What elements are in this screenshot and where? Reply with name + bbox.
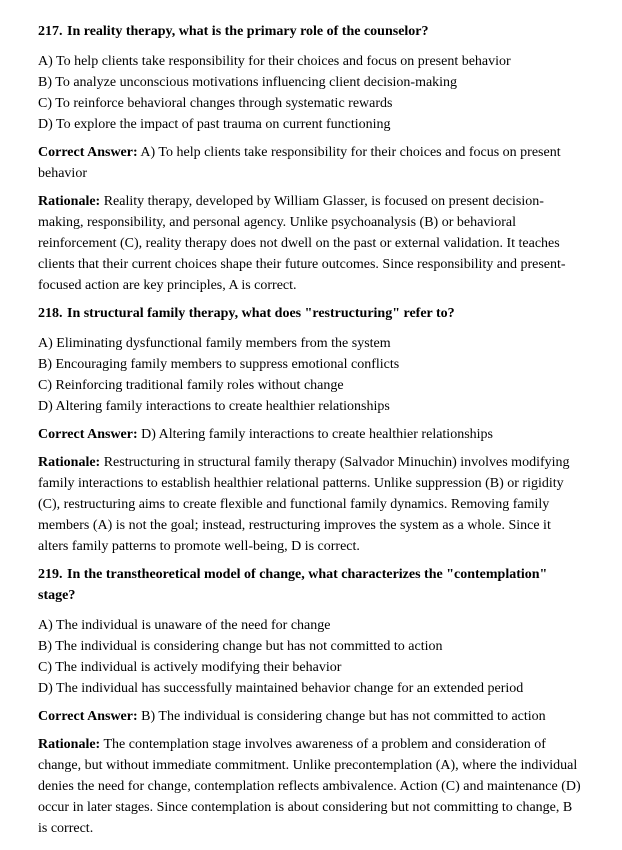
options-list bbox=[38, 615, 584, 699]
option-b: B) Encouraging family members to suppress emotional conflicts bbox=[38, 357, 400, 372]
correct-answer bbox=[38, 706, 584, 727]
correct-answer-label: Correct Answer: bbox=[38, 427, 138, 442]
question-heading bbox=[38, 303, 584, 324]
question-text: In reality therapy, what is the primary role of the counselor? bbox=[67, 24, 429, 39]
question-number: 217. bbox=[38, 24, 63, 39]
correct-answer bbox=[38, 142, 584, 184]
rationale bbox=[38, 452, 584, 557]
rationale-label: Rationale: bbox=[38, 194, 101, 209]
option-c: C) Reinforcing traditional family roles without change bbox=[38, 378, 344, 393]
option-d: D) The individual has successfully maintained behavior change for an extended period bbox=[38, 681, 524, 696]
rationale bbox=[38, 191, 584, 296]
option-b: B) To analyze unconscious motivations influencing client decision-making bbox=[38, 75, 458, 90]
question-number: 219. bbox=[38, 567, 63, 582]
question-block-217 bbox=[38, 21, 584, 296]
rationale-text: Restructuring in structural family therapy (Salvador Minuchin) involves modifying family interactions to establish healthier relational patterns. Unlike suppression (B) or rigidity (C), restructuring aims to create flexible and functional family dynamics. Removing family members (A) is not the goal; instead, restructuring improves the system as a whole. Since it alters family patterns to promote well-being, D is correct. bbox=[38, 455, 570, 554]
option-a: A) Eliminating dysfunctional family members from the system bbox=[38, 336, 391, 351]
rationale-label: Rationale: bbox=[38, 737, 101, 752]
option-c: C) To reinforce behavioral changes through systematic rewards bbox=[38, 96, 393, 111]
question-heading bbox=[38, 564, 584, 606]
options-list bbox=[38, 51, 584, 135]
question-text: In structural family therapy, what does "restructuring" refer to? bbox=[67, 306, 455, 321]
correct-answer-text: B) The individual is considering change but has not committed to action bbox=[141, 709, 546, 724]
correct-answer-label: Correct Answer: bbox=[38, 709, 138, 724]
question-block-219 bbox=[38, 564, 584, 839]
correct-answer-text: D) Altering family interactions to create healthier relationships bbox=[141, 427, 493, 442]
correct-answer-text: A) To help clients take responsibility for their choices and focus on present behavior bbox=[38, 145, 561, 181]
option-a: A) The individual is unaware of the need for change bbox=[38, 618, 331, 633]
question-number: 218. bbox=[38, 306, 63, 321]
option-b: B) The individual is considering change but has not committed to action bbox=[38, 639, 443, 654]
option-a: A) To help clients take responsibility for their choices and focus on present behavior bbox=[38, 54, 511, 69]
option-c: C) The individual is actively modifying their behavior bbox=[38, 660, 342, 675]
rationale bbox=[38, 734, 584, 839]
option-d: D) To explore the impact of past trauma on current functioning bbox=[38, 117, 391, 132]
options-list bbox=[38, 333, 584, 417]
question-block-218 bbox=[38, 303, 584, 557]
rationale-text: Reality therapy, developed by William Glasser, is focused on present decision-making, responsibility, and personal agency. Unlike psychoanalysis (B) or behavioral reinforcement (C), reality therapy does not dwell on the past or external validation. It teaches clients that their current choices shape their future outcomes. Since responsibility and present-focused action are key principles, A is correct. bbox=[38, 194, 566, 293]
correct-answer bbox=[38, 424, 584, 445]
question-text: In the transtheoretical model of change, what characterizes the "contemplation" stage? bbox=[38, 567, 548, 603]
rationale-text: The contemplation stage involves awareness of a problem and consideration of change, but without immediate commitment. Unlike precontemplation (A), where the individual denies the need for change, contemplation reflects ambivalence. Action (C) and maintenance (D) occur in later stages. Since contemplation is about considering but not committing to change, B is correct. bbox=[38, 737, 581, 836]
option-d: D) Altering family interactions to create healthier relationships bbox=[38, 399, 390, 414]
rationale-label: Rationale: bbox=[38, 455, 101, 470]
correct-answer-label: Correct Answer: bbox=[38, 145, 138, 160]
question-heading bbox=[38, 21, 584, 42]
